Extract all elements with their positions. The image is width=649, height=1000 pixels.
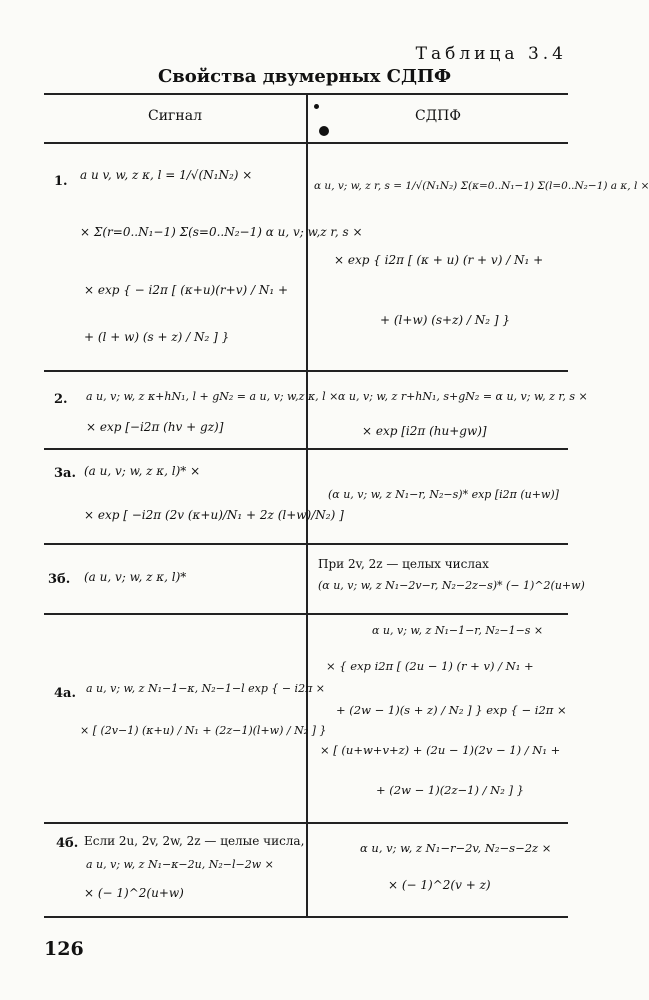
table-title: Свойства двумерных СДПФ [157,66,452,87]
signal-formula-line: × (− 1)^2(u+w) [84,886,184,900]
dft-formula-line: (α u, v; w, z N₁−2v−r, N₂−2z−s)* (− 1)^2(u+w) [318,579,585,592]
dft-formula-line: × exp [i2π (hu+gw)] [362,424,487,438]
dft-formula-line: α u, v; w, z r, s = 1/√(N₁N₂) Σ(κ=0..N₁−1) Σ(l=0..N₂−1) a κ, l × [314,180,649,192]
page-number: 126 [44,938,84,960]
signal-formula-line: a u v, w, z κ, l = 1/√(N₁N₂) × [80,168,253,182]
signal-formula-line: × Σ(r=0..N₁−1) Σ(s=0..N₂−1) α u, v; w,z r, s × [80,225,363,239]
dft-formula-line: × (− 1)^2(v + z) [388,878,491,892]
row-rule-3 [44,543,568,545]
bullet-dot-large [319,126,329,136]
row-number: 4a. [54,686,76,701]
row-rule-1 [44,370,568,372]
dft-formula-line: α u, v; w, z r+hN₁, s+gN₂ = α u, v; w, z r, s × [338,390,588,403]
column-divider [306,93,308,916]
dft-formula-line: × { exp i2π [ (2u − 1) (r + v) / N₁ + [326,659,534,673]
table-label: Таблица 3.4 [415,44,567,64]
signal-formula-line: a u, v; w, z N₁−κ−2u, N₂−l−2w × [86,858,274,871]
table-bottom-rule [44,916,568,918]
signal-formula-line: × exp { − i2π [ (κ+u)(r+v) / N₁ + [84,283,289,297]
row-number: 3a. [54,466,76,481]
row-rule-5 [44,822,568,824]
row-number: 4б. [56,836,79,851]
dft-formula-line: + (2w − 1)(2z−1) / N₂ ] } [376,783,524,797]
row-number: 2. [54,392,68,407]
signal-formula-line: + (l + w) (s + z) / N₂ ] } [84,330,230,344]
dft-formula-line: При 2v, 2z — целых числах [318,557,489,571]
row-number: 3б. [48,572,71,587]
dft-formula-line: × exp { i2π [ (κ + u) (r + v) / N₁ + [334,253,544,267]
dft-formula-line: (α u, v; w, z N₁−r, N₂−s)* exp [i2π (u+w)] [328,488,559,501]
signal-formula-line: (a u, v; w, z κ, l)* [84,570,187,584]
signal-formula-line: Если 2u, 2v, 2w, 2z — целые числа, [84,834,305,848]
signal-formula-line: a u, v; w, z N₁−1−κ, N₂−1−l exp { − i2π × [86,682,326,695]
signal-formula-line: a u, v; w, z κ+hN₁, l + gN₂ = a u, v; w,z κ, l × [86,390,339,403]
dft-formula-line: + (l+w) (s+z) / N₂ ] } [380,313,511,327]
row-number: 1. [54,174,68,189]
column-header-signal: Сигнал [148,108,202,124]
column-header-dft: СДПФ [415,108,461,124]
signal-formula-line: (a u, v; w, z κ, l)* × [84,464,201,478]
dft-formula-line: + (2w − 1)(s + z) / N₂ ] } exp { − i2π × [336,703,567,717]
dft-formula-line: α u, v; w, z N₁−1−r, N₂−1−s × [372,624,544,637]
row-rule-4 [44,613,568,615]
dft-formula-line: α u, v; w, z N₁−r−2v, N₂−s−2z × [360,841,552,855]
row-rule-2 [44,448,568,450]
signal-formula-line: × [ (2v−1) (κ+u) / N₁ + (2z−1)(l+w) / N₂ ] } [80,724,327,737]
signal-formula-line: × exp [−i2π (hv + gz)] [86,420,224,434]
bullet-dot-small [314,104,319,109]
dft-formula-line: × [ (u+w+v+z) + (2u − 1)(2v − 1) / N₁ + [320,743,561,757]
signal-formula-line: × exp [ −i2π (2v (κ+u)/N₁ + 2z (l+w)/N₂) ] [84,508,344,522]
table-header-rule [44,142,568,144]
